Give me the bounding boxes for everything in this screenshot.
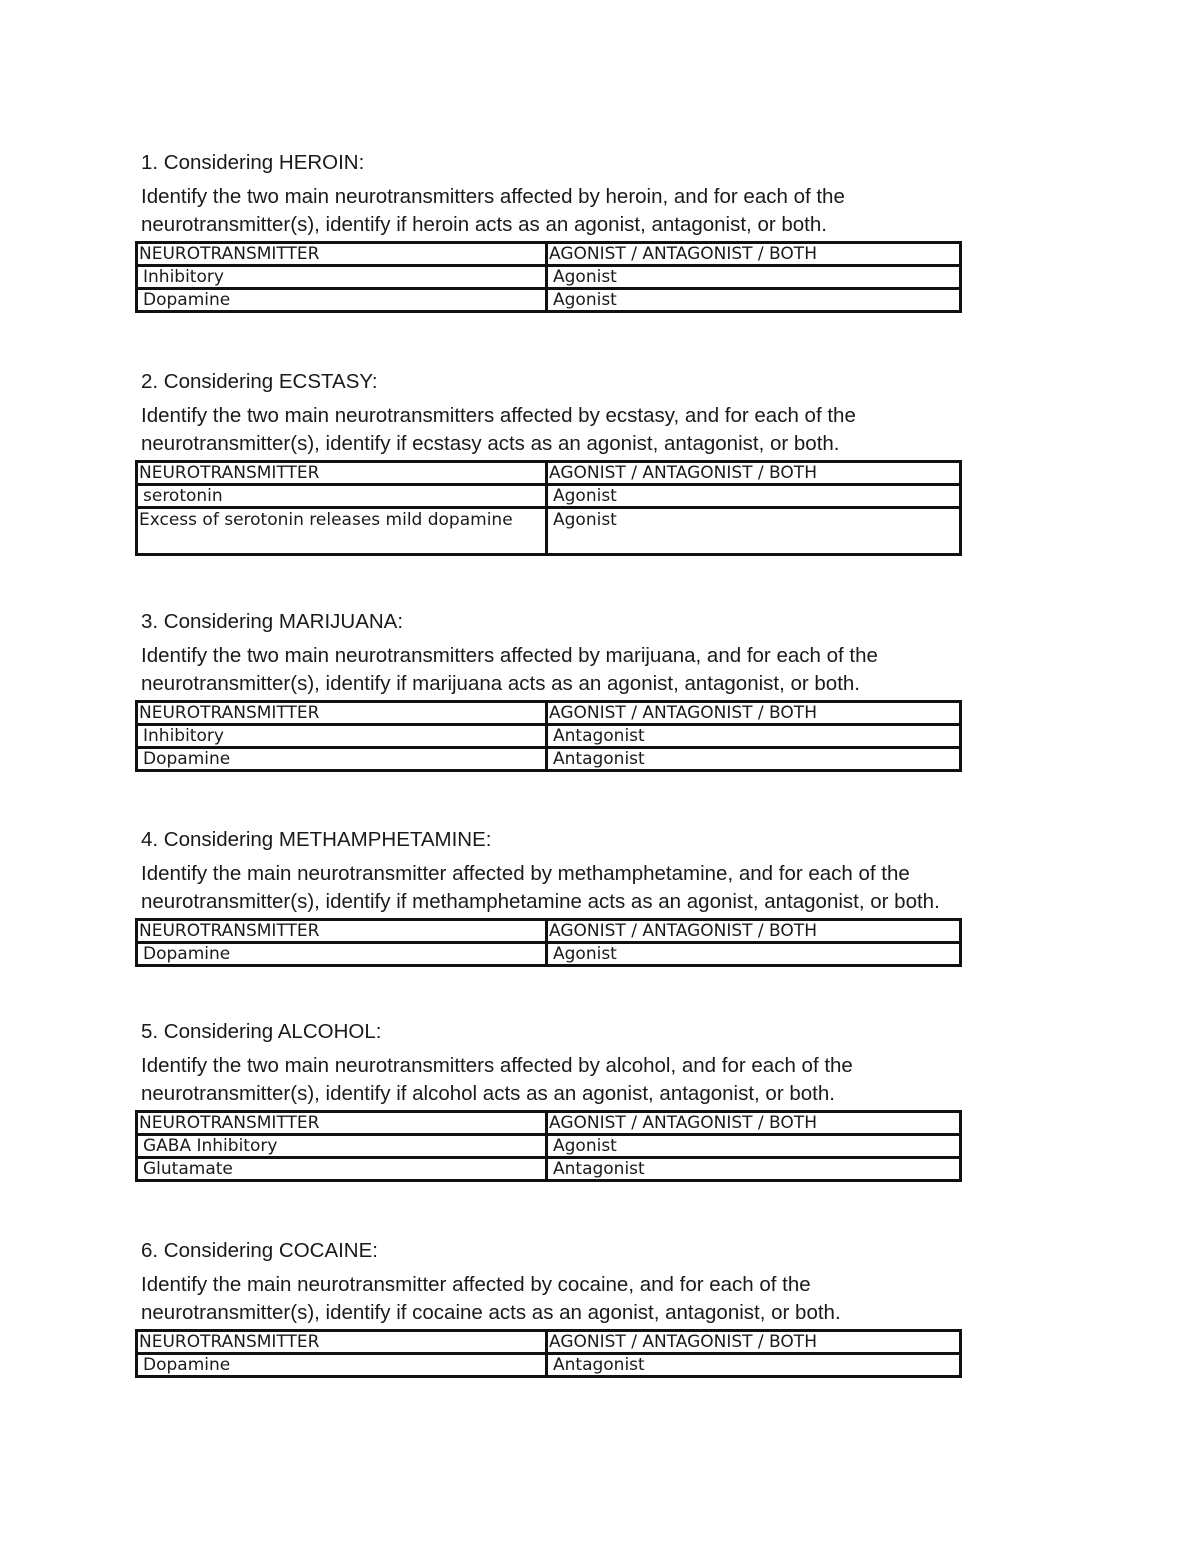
section-prompt	[141, 402, 1081, 457]
column-header-effect: AGONIST / ANTAGONIST / BOTH	[547, 702, 961, 725]
neurotransmitter-cell[interactable]: Excess of serotonin releases mild dopamine	[137, 508, 547, 555]
column-header-effect: AGONIST / ANTAGONIST / BOTH	[547, 243, 961, 266]
column-header-effect: AGONIST / ANTAGONIST / BOTH	[547, 920, 961, 943]
section-marijuana	[141, 609, 1081, 772]
prompt-line: Identify the two main neurotransmitters affected by ecstasy, and for each of the	[141, 404, 856, 427]
table-header-row	[137, 920, 961, 943]
column-header-neurotransmitter: NEUROTRANSMITTER	[137, 1112, 547, 1135]
column-header-neurotransmitter: NEUROTRANSMITTER	[137, 702, 547, 725]
table-row	[137, 266, 961, 289]
table-header-row	[137, 1112, 961, 1135]
prompt-line: Identify the two main neurotransmitters affected by alcohol, and for each of the	[141, 1054, 853, 1077]
effect-cell[interactable]: Antagonist	[547, 748, 961, 771]
section-alcohol	[141, 1019, 1081, 1182]
answer-table	[135, 460, 962, 556]
table-row	[137, 943, 961, 966]
table-row	[137, 748, 961, 771]
prompt-line: Identify the two main neurotransmitters affected by heroin, and for each of the	[141, 185, 845, 208]
prompt-line: neurotransmitter(s), identify if ecstasy acts as an agonist, antagonist, or both.	[141, 431, 840, 455]
table-row	[137, 1354, 961, 1377]
column-header-neurotransmitter: NEUROTRANSMITTER	[137, 1331, 547, 1354]
answer-table	[135, 1110, 962, 1182]
section-methamphetamine	[141, 827, 1081, 967]
effect-cell[interactable]: Agonist	[547, 508, 961, 555]
table-row	[137, 485, 961, 508]
table-header-row	[137, 462, 961, 485]
section-heading: 3. Considering MARIJUANA:	[141, 610, 404, 633]
effect-cell[interactable]: Antagonist	[547, 1354, 961, 1377]
column-header-effect: AGONIST / ANTAGONIST / BOTH	[547, 1331, 961, 1354]
table-row	[137, 289, 961, 312]
neurotransmitter-cell[interactable]: Glutamate	[137, 1158, 547, 1181]
column-header-effect: AGONIST / ANTAGONIST / BOTH	[547, 1112, 961, 1135]
table-header-row	[137, 702, 961, 725]
section-ecstasy	[141, 369, 1081, 556]
answer-table	[135, 241, 962, 313]
effect-cell[interactable]: Agonist	[547, 1135, 961, 1158]
prompt-line: Identify the main neurotransmitter affected by cocaine, and for each of the	[141, 1273, 811, 1296]
neurotransmitter-cell[interactable]: Dopamine	[137, 1354, 547, 1377]
section-heroin	[141, 150, 1081, 313]
prompt-line: neurotransmitter(s), identify if alcohol acts as an agonist, antagonist, or both.	[141, 1081, 835, 1105]
section-prompt	[141, 642, 1081, 697]
prompt-line: Identify the main neurotransmitter affected by methamphetamine, and for each of the	[141, 862, 910, 885]
prompt-line: neurotransmitter(s), identify if methamphetamine acts as an agonist, antagonist, or both.	[141, 889, 940, 913]
neurotransmitter-cell[interactable]: Inhibitory	[137, 725, 547, 748]
table-header-row	[137, 243, 961, 266]
neurotransmitter-cell[interactable]: serotonin	[137, 485, 547, 508]
column-header-neurotransmitter: NEUROTRANSMITTER	[137, 462, 547, 485]
section-cocaine	[141, 1238, 1081, 1378]
prompt-line: neurotransmitter(s), identify if heroin acts as an agonist, antagonist, or both.	[141, 212, 827, 236]
section-heading: 1. Considering HEROIN:	[141, 151, 365, 174]
table-header-row	[137, 1331, 961, 1354]
effect-cell[interactable]: Agonist	[547, 485, 961, 508]
column-header-neurotransmitter: NEUROTRANSMITTER	[137, 243, 547, 266]
neurotransmitter-cell[interactable]: Inhibitory	[137, 266, 547, 289]
effect-cell[interactable]: Agonist	[547, 266, 961, 289]
table-row	[137, 1135, 961, 1158]
prompt-line: Identify the two main neurotransmitters affected by marijuana, and for each of the	[141, 644, 878, 667]
effect-cell[interactable]: Agonist	[547, 289, 961, 312]
section-prompt	[141, 1052, 1081, 1107]
section-prompt	[141, 860, 1081, 915]
section-heading: 5. Considering ALCOHOL:	[141, 1020, 382, 1043]
effect-cell[interactable]: Antagonist	[547, 725, 961, 748]
prompt-line: neurotransmitter(s), identify if cocaine acts as an agonist, antagonist, or both.	[141, 1300, 841, 1324]
table-row	[137, 1158, 961, 1181]
neurotransmitter-cell[interactable]: Dopamine	[137, 289, 547, 312]
table-row	[137, 508, 961, 555]
effect-cell[interactable]: Antagonist	[547, 1158, 961, 1181]
section-prompt	[141, 1271, 1081, 1326]
answer-table	[135, 1329, 962, 1378]
section-heading: 6. Considering COCAINE:	[141, 1239, 378, 1262]
prompt-line: neurotransmitter(s), identify if marijuana acts as an agonist, antagonist, or both.	[141, 671, 861, 695]
table-row	[137, 725, 961, 748]
answer-table	[135, 918, 962, 967]
section-heading: 4. Considering METHAMPHETAMINE:	[141, 828, 492, 851]
effect-cell[interactable]: Agonist	[547, 943, 961, 966]
section-heading: 2. Considering ECSTASY:	[141, 370, 378, 393]
answer-table	[135, 700, 962, 772]
column-header-neurotransmitter: NEUROTRANSMITTER	[137, 920, 547, 943]
section-prompt	[141, 183, 1081, 238]
neurotransmitter-cell[interactable]: Dopamine	[137, 943, 547, 966]
neurotransmitter-cell[interactable]: GABA Inhibitory	[137, 1135, 547, 1158]
neurotransmitter-cell[interactable]: Dopamine	[137, 748, 547, 771]
column-header-effect: AGONIST / ANTAGONIST / BOTH	[547, 462, 961, 485]
